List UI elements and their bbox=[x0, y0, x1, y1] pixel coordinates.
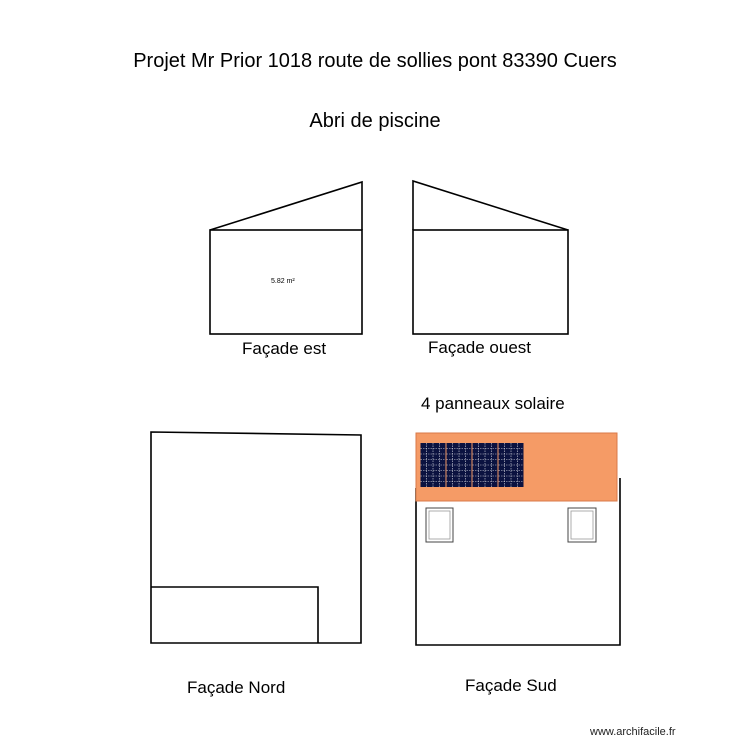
solar-panel bbox=[421, 443, 446, 487]
facade-est-area-label: 5.82 m² bbox=[271, 278, 295, 285]
solar-panel bbox=[473, 443, 498, 487]
facade-sud-drawing bbox=[416, 433, 620, 645]
facade-est-roof bbox=[210, 182, 362, 230]
solar-panels-label: 4 panneaux solaire bbox=[421, 394, 565, 413]
facade-nord-wall bbox=[151, 432, 361, 643]
facade-ouest-roof bbox=[413, 181, 568, 230]
facade-nord-opening bbox=[151, 587, 318, 643]
facade-est-label: Façade est bbox=[242, 339, 327, 358]
facade-nord-drawing bbox=[151, 432, 361, 643]
watermark: www.archifacile.fr bbox=[590, 726, 676, 738]
facade-nord-label: Façade Nord bbox=[187, 678, 286, 697]
facade-ouest-drawing bbox=[413, 181, 568, 334]
solar-panel bbox=[447, 443, 472, 487]
facade-ouest-wall bbox=[413, 230, 568, 334]
page-title: Projet Mr Prior 1018 route de sollies pont 83390 Cuers bbox=[133, 50, 617, 72]
facade-sud-window-right bbox=[568, 508, 596, 542]
page-subtitle: Abri de piscine bbox=[309, 110, 441, 132]
facade-sud-label: Façade Sud bbox=[465, 676, 557, 695]
facade-ouest-label: Façade ouest bbox=[428, 338, 532, 357]
facade-est-drawing bbox=[210, 182, 362, 334]
facade-sud-window-left bbox=[426, 508, 453, 542]
facade-sud-wall bbox=[416, 478, 620, 645]
solar-panel bbox=[499, 443, 524, 487]
